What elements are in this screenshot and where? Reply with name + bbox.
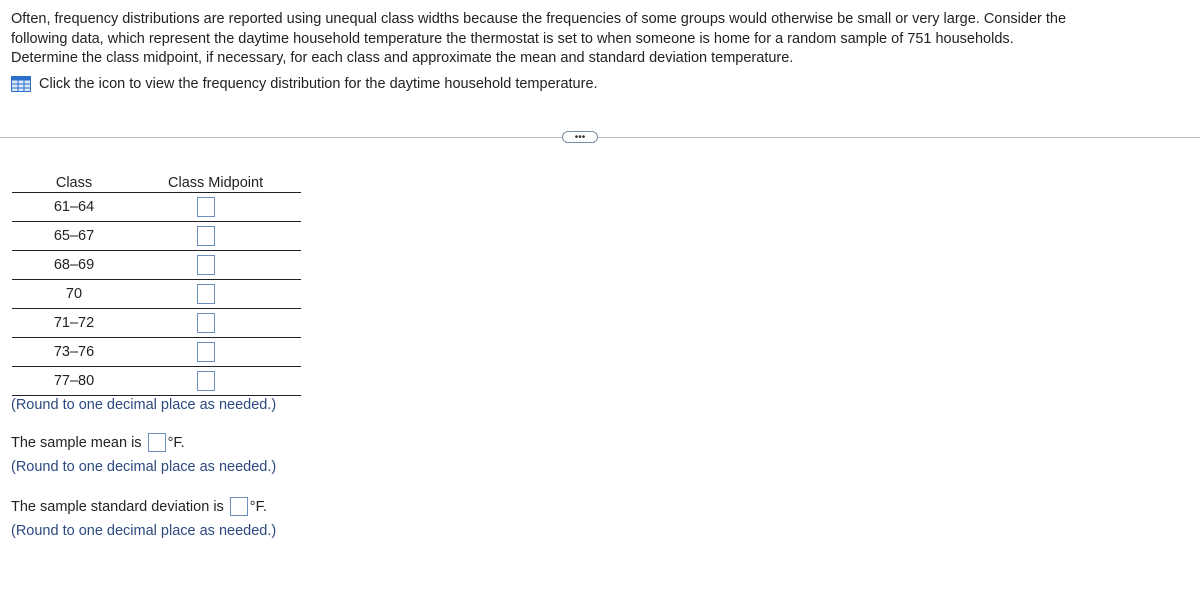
- class-label: 73–76: [53, 344, 95, 360]
- sd-unit: °F.: [249, 498, 267, 515]
- problem-statement: [11, 10, 1191, 69]
- rounding-note: (Round to one decimal place as needed.): [11, 397, 277, 413]
- intro-line: following data, which represent the daytime household temperature the thermostat is set to when someone is home for a random sample of 751 households.: [11, 30, 1014, 47]
- intro-line: Determine the class midpoint, if necessary, for each class and approximate the mean and standard deviation temperature.: [11, 50, 794, 66]
- icon-link-text: Click the icon to view the frequency distribution for the daytime household temperature.: [39, 76, 598, 92]
- table-row: [12, 193, 301, 222]
- midpoint-input[interactable]: [197, 313, 215, 333]
- table-row: [12, 309, 301, 338]
- rounding-note: (Round to one decimal place as needed.): [11, 459, 277, 475]
- midpoint-input[interactable]: [197, 197, 215, 217]
- class-label: 70: [65, 286, 83, 302]
- table-row: [12, 338, 301, 367]
- sd-prefix: The sample standard deviation is: [11, 498, 224, 515]
- rounding-note: (Round to one decimal place as needed.): [11, 523, 277, 539]
- midpoint-input[interactable]: [197, 255, 215, 275]
- table-row: [12, 251, 301, 280]
- table-row: [12, 280, 301, 309]
- mean-unit: °F.: [167, 434, 185, 451]
- midpoint-input[interactable]: [197, 342, 215, 362]
- table-row: [12, 367, 301, 396]
- header-class-midpoint: Class Midpoint: [168, 175, 264, 191]
- intro-line: Often, frequency distributions are reported using unequal class widths because the frequencies of some groups would otherwise be small or very large. Consider the: [11, 11, 1067, 27]
- sample-mean-sentence: [11, 433, 185, 452]
- section-divider: [0, 137, 1200, 138]
- class-label: 61–64: [53, 199, 95, 215]
- class-label: 65–67: [53, 228, 95, 244]
- mean-prefix: The sample mean is: [11, 434, 142, 451]
- sample-sd-input[interactable]: [230, 497, 248, 516]
- table-grid-icon[interactable]: [11, 76, 31, 92]
- table-row: [12, 222, 301, 251]
- sample-mean-input[interactable]: [148, 433, 166, 452]
- midpoint-input[interactable]: [197, 284, 215, 304]
- expand-more-button[interactable]: •••: [562, 131, 598, 143]
- data-table-link[interactable]: [11, 76, 598, 92]
- class-label: 71–72: [53, 315, 95, 331]
- midpoint-input[interactable]: [197, 371, 215, 391]
- class-label: 77–80: [53, 373, 95, 389]
- midpoint-input[interactable]: [197, 226, 215, 246]
- header-class: Class: [55, 175, 93, 191]
- class-label: 68–69: [53, 257, 95, 273]
- table-header: [12, 172, 301, 193]
- midpoint-table: [12, 172, 301, 396]
- sample-sd-sentence: [11, 497, 267, 516]
